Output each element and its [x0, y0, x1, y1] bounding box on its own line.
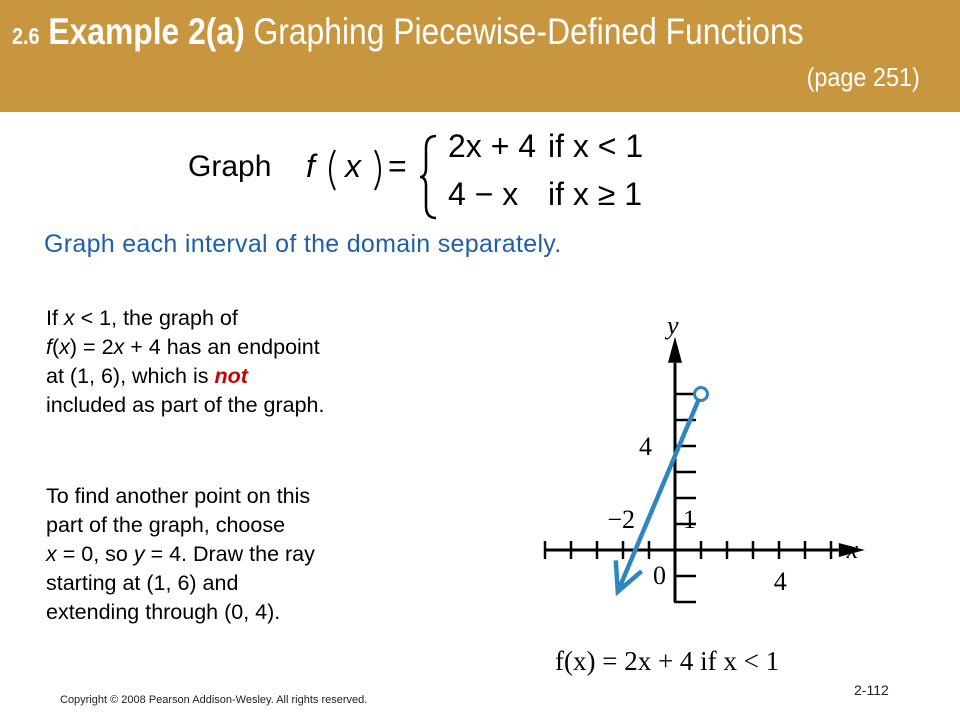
y-tick-label-4: 4: [639, 432, 652, 461]
piece2-condition: if x ≥ 1: [548, 176, 643, 212]
x-tick-label-neg2: −2: [607, 504, 636, 534]
title-text: Graphing Piecewise-Defined Functions: [253, 11, 804, 52]
function-name: f: [306, 148, 315, 184]
piece1-condition: if x < 1: [548, 128, 644, 164]
x-axis-label: x: [846, 535, 859, 564]
para2-line3: x = 0, so y = 4. Draw the ray: [46, 542, 315, 566]
example-label: Example 2(a): [48, 11, 245, 52]
paragraph-find-point: [46, 482, 476, 627]
equals-sign: =: [388, 148, 407, 184]
y-axis-label: y: [667, 311, 679, 341]
not-emphasis: not: [214, 364, 248, 388]
para1-line4: included as part of the graph.: [46, 393, 325, 417]
para2-line2: part of the graph, choose: [46, 513, 286, 537]
origin-label: 0: [653, 561, 666, 590]
paragraph-endpoint: [46, 304, 476, 420]
para1-line2: f(x) = 2x + 4 has an endpoint: [46, 335, 320, 359]
piece1-expression: 2x + 4: [448, 128, 537, 164]
graph-word: Graph: [188, 150, 272, 183]
y-tick-label-1: 1: [683, 504, 696, 534]
slide-number: 2-112: [854, 682, 889, 698]
graph-caption: f(x) = 2x + 4 if x < 1: [555, 646, 780, 676]
copyright-text: Copyright © 2008 Pearson Addison-Wesley. All rights reserved.: [60, 694, 368, 706]
section-number: 2.6: [12, 23, 40, 49]
slide-title: [12, 10, 804, 58]
page-reference: (page 251): [806, 62, 920, 92]
piece2-expression: 4 − x: [448, 176, 519, 212]
x-tick-label-4: 4: [773, 567, 787, 596]
para2-line5: extending through (0, 4).: [46, 600, 281, 624]
title-bar: [0, 0, 960, 112]
left-brace: [418, 134, 440, 220]
para1-line3: at (1, 6), which is not: [46, 364, 248, 388]
open-endpoint-circle: [695, 388, 708, 401]
y-axis-arrow: [668, 337, 682, 363]
function-arg: x: [345, 148, 361, 184]
instruction-text: Graph each interval of the domain separately.: [44, 230, 562, 258]
para2-line4: starting at (1, 6) and: [46, 571, 239, 595]
para1-line1: If x < 1, the graph of: [46, 306, 238, 330]
function-graph: [520, 300, 870, 680]
para2-line1: To find another point on this: [46, 484, 311, 508]
